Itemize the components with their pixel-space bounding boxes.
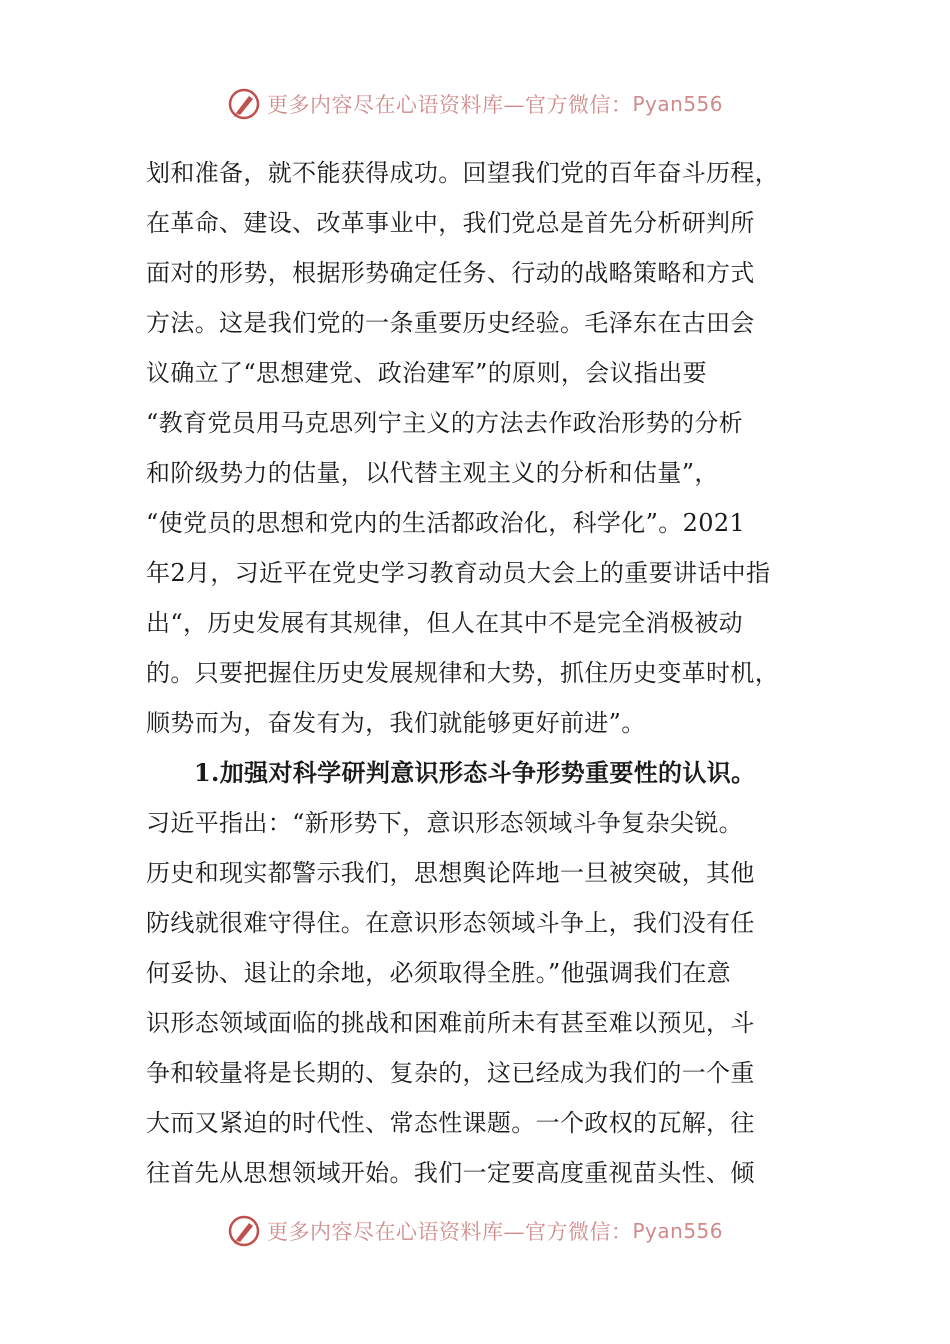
text-line: “使党员的思想和党内的生活都政治化，科学化”。2021	[146, 509, 746, 537]
text-line: 的。只要把握住历史发展规律和大势，抓住历史变革时机，	[146, 659, 780, 687]
section-heading: 1.加强对科学研判意识形态斗争形势重要性的认识。	[194, 758, 756, 787]
header-watermark	[0, 86, 950, 122]
text-line: 大而又紧迫的时代性、常态性课题。一个政权的瓦解，往	[146, 1109, 755, 1137]
pen-logo-icon	[227, 87, 261, 121]
text-line: 和阶级势力的估量，以代替主观主义的分析和估量”，	[146, 459, 719, 487]
text-line: 在革命、建设、改革事业中，我们党总是首先分析研判所	[146, 209, 755, 237]
text-line: 面对的形势，根据形势确定任务、行动的战略策略和方式	[146, 259, 755, 287]
paragraph-1	[146, 148, 810, 748]
pen-logo-icon	[227, 1214, 261, 1248]
text-line: 习近平指出：“新形势下，意识形态领域斗争复杂尖锐。	[146, 809, 744, 837]
text-line: 顺势而为，奋发有为，我们就能够更好前进”。	[146, 709, 646, 737]
document-body	[146, 148, 810, 1198]
watermark-handle: Pyan556	[632, 92, 723, 116]
text-line: 防线就很难守得住。在意识形态领域斗争上，我们没有任	[146, 909, 755, 937]
text-line: 往首先从思想领域开始。我们一定要高度重视苗头性、倾	[146, 1159, 755, 1187]
watermark-text: 更多内容尽在心语资料库—官方微信：	[266, 1220, 633, 1244]
paragraph-2	[146, 798, 810, 1198]
text-line: 议确立了“思想建党、政治建军”的原则，会议指出要	[146, 359, 707, 387]
text-line: “教育党员用马克思列宁主义的方法去作政治形势的分析	[146, 409, 744, 437]
text-line: 出“，历史发展有其规律，但人在其中不是完全消极被动	[146, 609, 744, 637]
text-line: 方法。这是我们党的一条重要历史经验。毛泽东在古田会	[146, 309, 755, 337]
footer-watermark	[0, 1213, 950, 1249]
text-line: 历史和现实都警示我们，思想舆论阵地一旦被突破，其他	[146, 859, 755, 887]
watermark-handle: Pyan556	[632, 1219, 723, 1243]
text-line: 识形态领域面临的挑战和困难前所未有甚至难以预见，斗	[146, 1009, 755, 1037]
text-line: 争和较量将是长期的、复杂的，这已经成为我们的一个重	[146, 1059, 755, 1087]
text-line: 年2月，习近平在党史学习教育动员大会上的重要讲话中指	[146, 559, 771, 587]
text-line: 划和准备，就不能获得成功。回望我们党的百年奋斗历程，	[146, 159, 780, 187]
text-line: 何妥协、退让的余地，必须取得全胜。”他强调我们在意	[146, 959, 732, 987]
watermark-text: 更多内容尽在心语资料库—官方微信：	[266, 93, 633, 117]
